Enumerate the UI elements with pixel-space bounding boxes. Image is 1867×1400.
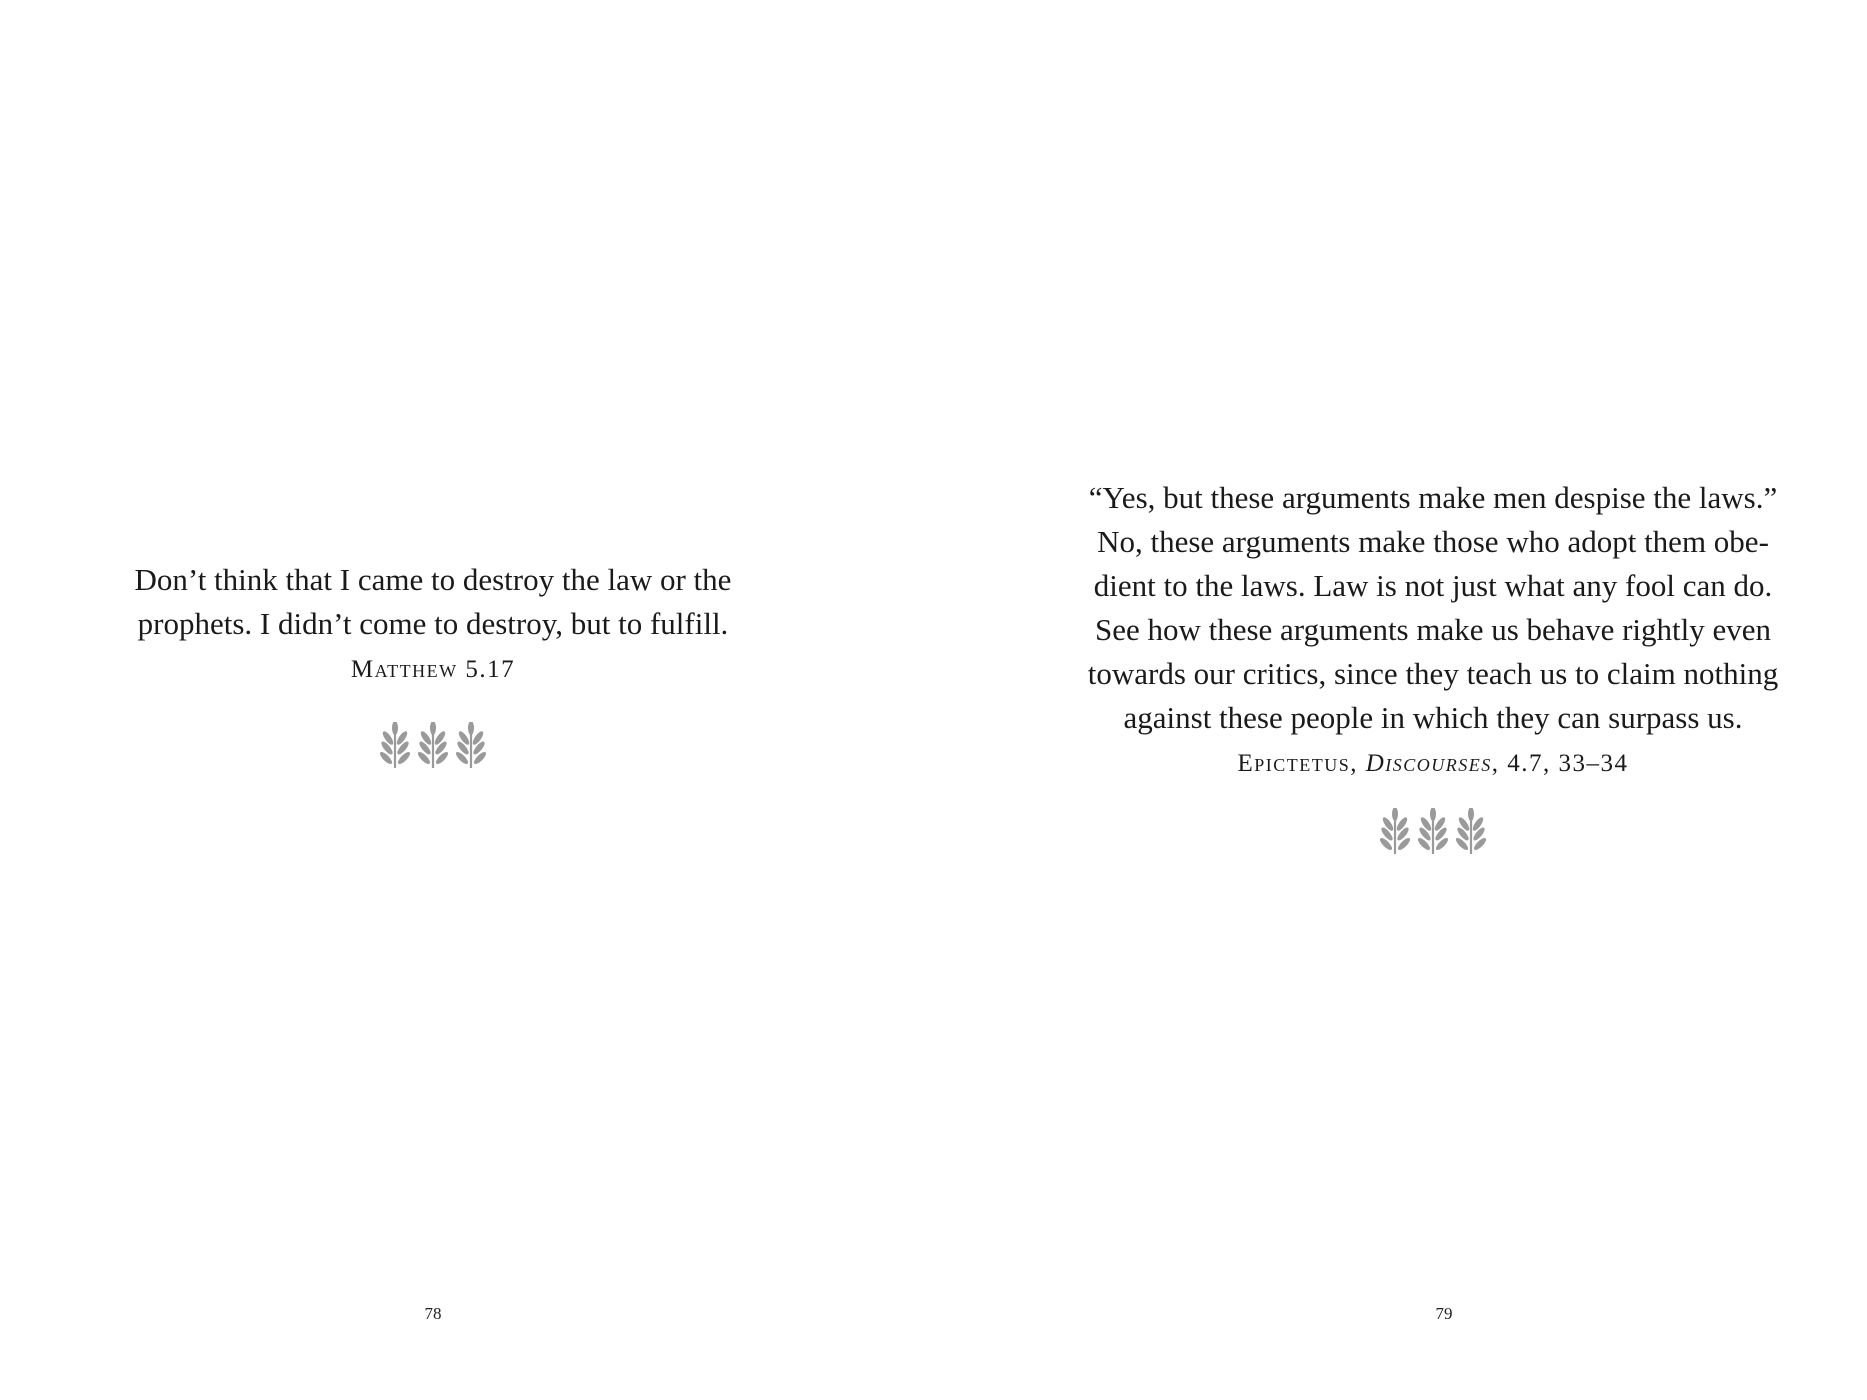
attribution-reference: , 4.7, 33–34 xyxy=(1491,750,1629,777)
quote-line: “Yes, but these arguments make men despise the laws.” xyxy=(1088,480,1778,515)
left-attribution xyxy=(0,656,866,684)
left-ornament xyxy=(376,722,490,770)
right-page xyxy=(933,0,1866,1400)
wheat-sprig-icon xyxy=(377,722,413,770)
quote-line: See how these arguments make us behave rightly even xyxy=(1094,612,1772,647)
left-page xyxy=(0,0,933,1400)
attribution-text: Matthew 5.17 xyxy=(350,656,516,683)
right-ornament xyxy=(1376,808,1490,856)
wheat-sprig-icon xyxy=(415,722,451,770)
wheat-sprig-icon xyxy=(1453,808,1489,856)
quote-line: towards our critics, since they teach us to claim nothing xyxy=(1087,656,1779,691)
attribution-work: Discourses xyxy=(1365,750,1492,777)
quote-line: prophets. I didn’t come to destroy, but to fulfill. xyxy=(137,606,729,641)
quote-line: No, these arguments make those who adopt them obe- xyxy=(1097,524,1769,559)
quote-line: against these people in which they can surpass us. xyxy=(1123,700,1743,735)
page-number: 78 xyxy=(424,1304,442,1323)
quote-line: dient to the laws. Law is not just what any fool can do. xyxy=(1093,568,1773,603)
page-number: 79 xyxy=(1435,1304,1453,1323)
left-quote xyxy=(0,558,866,646)
wheat-sprig-icon xyxy=(1415,808,1451,856)
right-attribution xyxy=(933,750,1867,778)
wheat-sprig-icon xyxy=(1377,808,1413,856)
wheat-sprig-icon xyxy=(453,722,489,770)
attribution-author: Epictetus, xyxy=(1237,750,1358,777)
right-quote xyxy=(933,476,1867,740)
quote-line: Don’t think that I came to destroy the law or the xyxy=(134,562,732,597)
